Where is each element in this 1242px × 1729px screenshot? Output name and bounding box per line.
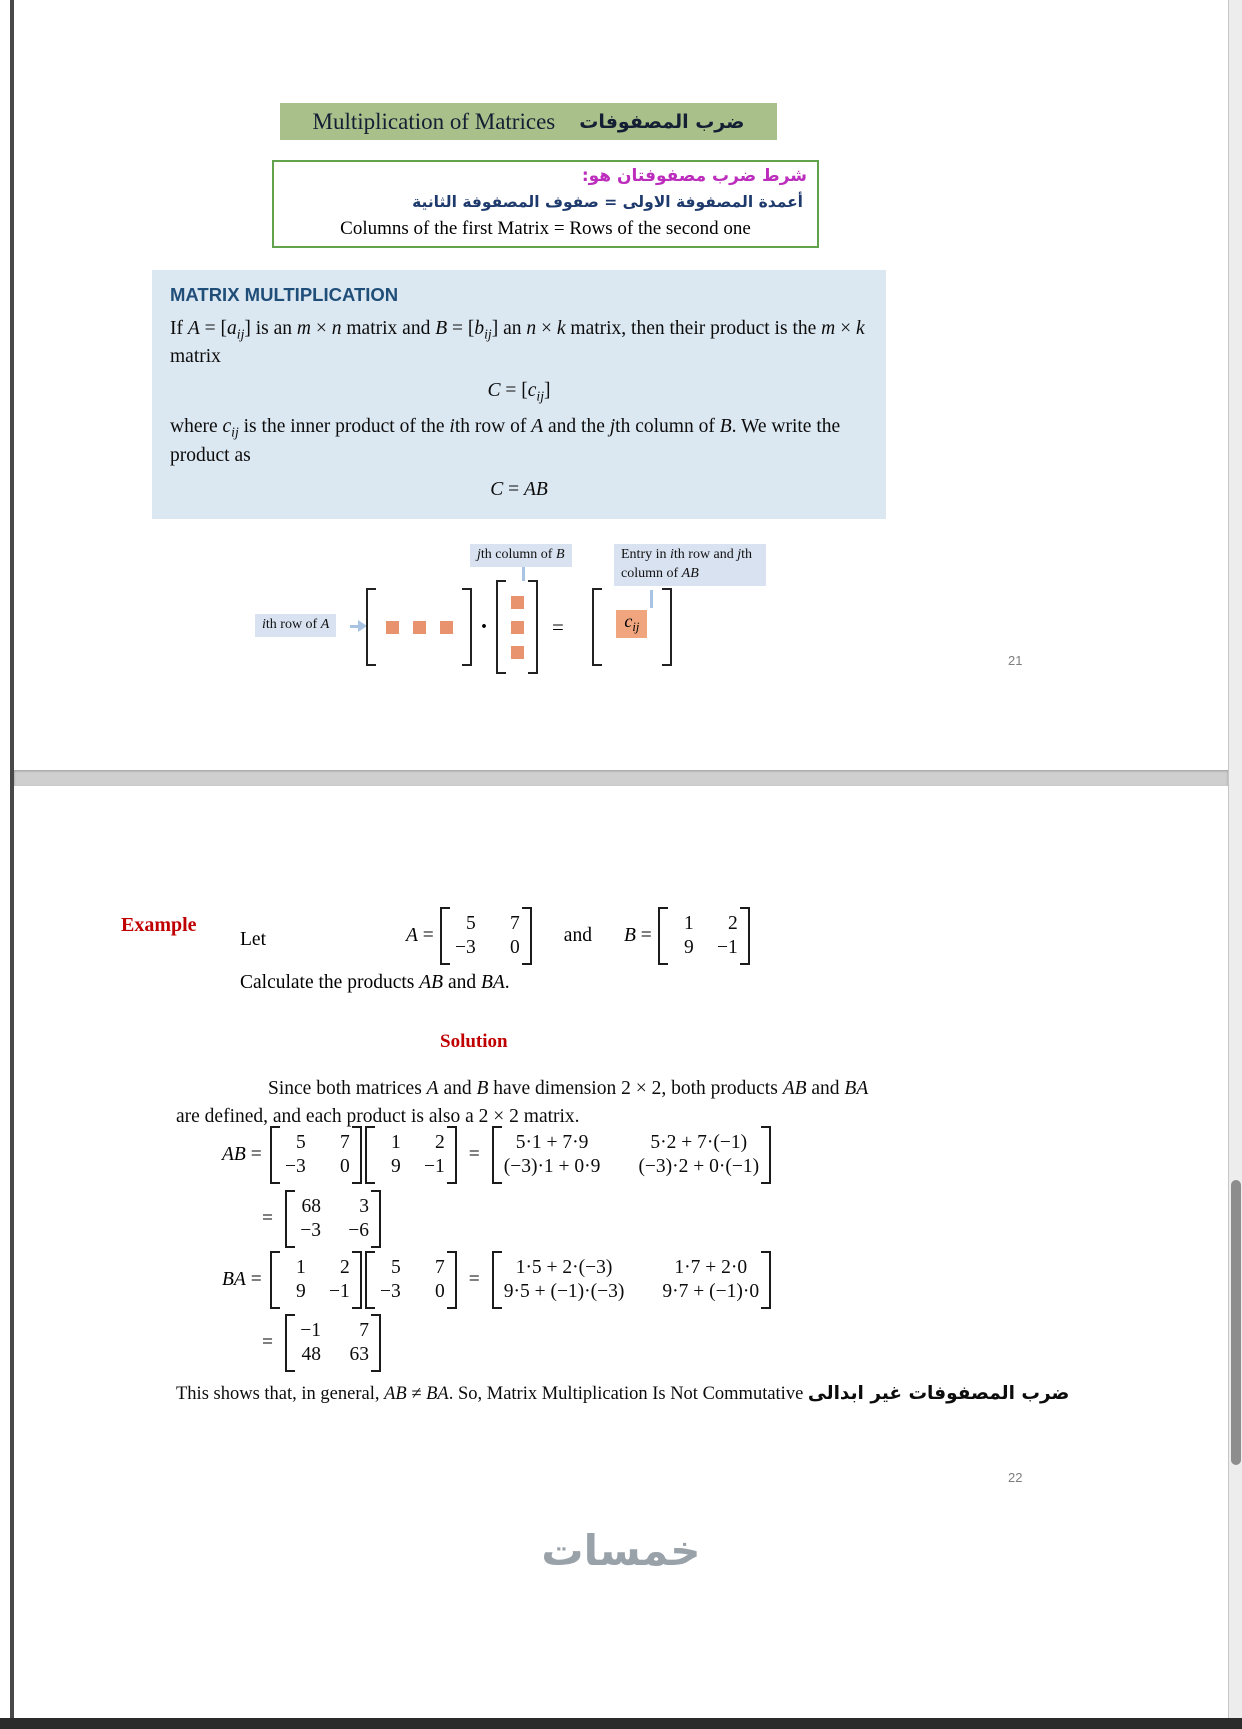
text-segment: This shows that, in general, [176,1384,385,1404]
page-21 [14,0,1228,770]
condition-box [272,160,819,248]
text-segment: B [623,925,636,946]
text-segment: = [ [199,318,228,339]
matrix-cell: −1 [328,1281,350,1302]
condition-rule-english: Columns of the first Matrix = Rows of the second one [340,218,751,239]
text-segment: b [474,318,485,339]
ab-lhs [222,1144,262,1166]
text-segment: is the inner product of the [238,416,450,438]
text-segment: m [821,318,836,339]
text-segment: × [835,318,856,339]
matrix-cell: 1·5 + 2·(−3) [515,1257,613,1278]
example-label: Example [121,914,197,936]
matrix-cell: 0 [434,1281,445,1302]
matrix-cell: 0 [510,937,520,958]
ba-factor-1 [270,1251,362,1309]
ba-result-matrix [285,1314,381,1372]
text-segment: AB [222,1144,246,1165]
matrix-cell: 9 [390,1156,401,1177]
text-segment: AB [419,972,444,993]
text-segment: AB [523,478,548,500]
matrix-cell: 7 [510,913,520,934]
text-segment: B [555,547,565,562]
ba-lhs [222,1269,262,1291]
text-segment: th column of [615,416,720,438]
matrix-cell: 2 [434,1132,445,1153]
title-english: Multiplication of Matrices [312,108,556,134]
text-segment: ij [632,620,640,635]
text-segment: j [477,547,481,562]
matrix-entry-square [511,621,524,634]
scrollbar-thumb[interactable] [1231,1180,1241,1465]
text-segment: i [670,547,674,562]
label-ith-row-of-a [255,614,336,637]
text-segment: AB [681,565,699,581]
text-segment: B [476,1078,489,1099]
document-pages [14,0,1228,1718]
matrix-cell: 0 [339,1156,350,1177]
matrix-entry-square [511,596,524,609]
text-segment: Calculate the products [240,972,420,993]
equals-sign: = [262,1332,273,1353]
solution-intro [176,1075,888,1132]
text-segment: A [406,925,418,946]
let-label: Let [240,929,266,950]
matrix-cell: 5·1 + 7·9 [515,1132,589,1153]
matrix-cell: −6 [348,1220,369,1241]
text-segment: ij [484,326,492,342]
matrix-cell: 1 [684,913,694,934]
text-segment: m [296,318,312,339]
matrix-cell: 48 [301,1344,321,1365]
page-number: 22 [1008,1470,1023,1485]
matrix-cell: 2 [339,1257,350,1278]
ab-factor-1 [270,1126,362,1184]
matrix-entry-square [413,621,426,634]
column-matrix [496,580,538,674]
ab-expanded [492,1126,771,1184]
label-jth-column-of-b [470,544,572,567]
matrix-cell: 7 [434,1257,445,1278]
ba-calculation [222,1251,771,1309]
page-number: 21 [1008,653,1023,668]
condition-rule-arabic: أعمدة المصفوفة الاولى = صفوف المصفوفة الثانية [412,193,803,211]
text-segment: ] [544,380,551,402]
text-segment: B [719,416,732,438]
equals-sign: = [468,1269,480,1290]
formula-c-equals-ab [170,479,868,501]
matrix-cell: (−3)·1 + 0·9 [503,1156,601,1177]
text-segment: If [170,318,188,339]
matrix-cell: −3 [300,1220,321,1241]
solution-label: Solution [440,1031,508,1052]
matrix-cell: 9·7 + (−1)·0 [662,1281,760,1302]
text-segment: A [320,617,330,632]
equals-sign: = [468,1144,480,1165]
matrix-b [658,907,750,965]
matrix-cell: 68 [301,1196,321,1217]
text-segment: Entry in [621,547,670,562]
text-segment: n [526,318,537,339]
definition-paragraph-1 [170,316,868,371]
text-segment: k [855,318,865,339]
text-segment: A [531,416,544,438]
matrix-cell: 1 [295,1257,306,1278]
ab-calculation [222,1126,771,1184]
text-segment: ضرب المصفوفات غير ابدالى [807,1383,1070,1404]
text-segment: ij [236,326,245,342]
text-segment: BA [222,1269,246,1290]
matrix-entry-square [386,621,399,634]
matrix-cell: 5 [466,913,476,934]
text-segment: j [609,416,616,438]
ba-factor-2 [365,1251,457,1309]
ab-factor-2 [365,1126,457,1184]
text-segment: have dimension 2 × 2, both products [488,1078,783,1099]
matrix-cell: 1·7 + 2·0 [674,1257,748,1278]
text-segment: = [503,478,524,500]
definition-heading: MATRIX MULTIPLICATION [170,284,399,305]
text-segment: matrix, then their product is the [565,318,822,339]
matrix-cell: 7 [359,1320,369,1341]
equals-sign: = [552,614,564,639]
khamsat-watermark: خمسات [541,1526,701,1575]
definition-box [152,270,886,519]
matrix-a [440,907,532,965]
text-segment: th row of [454,416,532,438]
text-segment: a [227,318,237,339]
matrix-cell: 5 [390,1257,401,1278]
text-segment: c [624,610,633,631]
text-segment: ] an [491,318,527,339]
matrix-cell: 9·5 + (−1)·(−3) [503,1281,625,1302]
text-segment: . We write the product as [170,416,841,466]
text-segment: and the [543,416,610,438]
text-segment: ij [536,388,544,404]
page-22 [14,786,1228,1718]
matrix-cell: 9 [684,937,694,958]
text-segment: th column of [621,547,753,581]
matrix-cell: 7 [339,1132,350,1153]
diagram-equation [366,580,672,674]
text-segment: i [449,416,455,438]
text-segment: n [331,318,342,339]
connector-column-line [522,567,525,581]
conclusion [176,1383,1186,1405]
matrix-cell: 1 [390,1132,401,1153]
matrix-cell: −3 [284,1156,306,1177]
text-segment: c [527,380,537,402]
text-segment: . [504,972,510,993]
text-segment: AB [782,1078,807,1099]
matrix-b-lhs [624,925,652,947]
matrix-cell: 9 [295,1281,306,1302]
matrix-cell: (−3)·2 + 0·(−1) [638,1156,760,1177]
text-segment: AB [384,1384,407,1404]
text-segment: j [737,547,742,562]
text-segment: × [311,318,332,339]
text-segment: Since both matrices [268,1078,427,1099]
condition-heading-arabic: شرط ضرب مصفوفتان هو: [581,166,807,186]
text-segment: and [443,972,481,993]
text-segment: and [438,1078,477,1099]
equals-sign: = [262,1208,273,1229]
matrix-cell: 5 [295,1132,306,1153]
text-segment: th row and [673,547,738,562]
text-segment: C [490,478,504,500]
calculate-prompt [240,972,510,994]
ba-result [250,1314,381,1372]
ba-expanded [492,1251,771,1309]
page-separator [14,770,1228,786]
text-segment: A [187,318,200,339]
text-segment: = [ [500,380,528,402]
text-segment: BA [426,1384,449,1404]
dot-operator: · [480,613,489,640]
matrix-product-diagram [14,538,1228,688]
given-matrices [406,907,750,965]
matrix-entry-square [511,646,524,659]
text-segment: BA [480,972,505,993]
ab-result [250,1190,381,1248]
text-segment: ] is an [244,318,297,339]
matrix-cell: 63 [349,1344,369,1365]
text-segment: matrix and [341,318,436,339]
matrix-cell: −3 [379,1281,401,1302]
text-segment: matrix [170,346,221,368]
matrix-cell: 5·2 + 7·(−1) [650,1132,748,1153]
text-segment: × [536,318,557,339]
bottom-edge [0,1718,1242,1729]
and-label: and [563,925,592,946]
matrix-cell: −1 [423,1156,445,1177]
text-segment: i [262,617,266,632]
matrix-a-lhs [406,925,434,947]
text-segment: are defined, and each product is also a 2 × 2 matrix. [176,1106,580,1128]
title-arabic: ضرب المصفوفات [579,110,745,133]
text-segment: c [222,416,232,438]
matrix-entry-square [440,621,453,634]
ab-result-matrix [285,1190,381,1248]
definition-paragraph-2 [170,414,868,469]
cij-entry [616,610,647,638]
matrix-cell: 3 [359,1196,369,1217]
text-segment: where [170,416,223,438]
text-segment: . So, Matrix Multiplication Is Not Commutative [448,1384,808,1404]
text-segment: = [ [447,318,475,339]
text-segment: = [635,925,652,946]
text-segment: th row of [265,617,321,632]
matrix-cell: −1 [300,1320,321,1341]
matrix-cell: 2 [728,913,738,934]
title-banner [280,103,777,140]
text-segment: = [245,1144,262,1165]
text-segment: B [435,318,448,339]
text-segment: A [426,1078,439,1099]
text-segment: C [487,380,501,402]
scrollbar[interactable] [1228,0,1242,1729]
text-segment: ij [231,424,239,440]
row-matrix [366,588,472,666]
text-segment: BA [844,1078,869,1099]
formula-c-equals-cij [170,380,868,404]
matrix-cell: −1 [717,937,738,958]
text-segment: = [417,925,434,946]
left-border [10,0,14,1729]
text-segment: = [245,1269,262,1290]
text-segment: and [806,1078,845,1099]
matrix-cell: −3 [455,937,476,958]
text-segment: ≠ [406,1384,427,1404]
product-matrix [592,588,672,666]
text-segment: th column of [480,547,556,562]
text-segment: k [556,318,566,339]
